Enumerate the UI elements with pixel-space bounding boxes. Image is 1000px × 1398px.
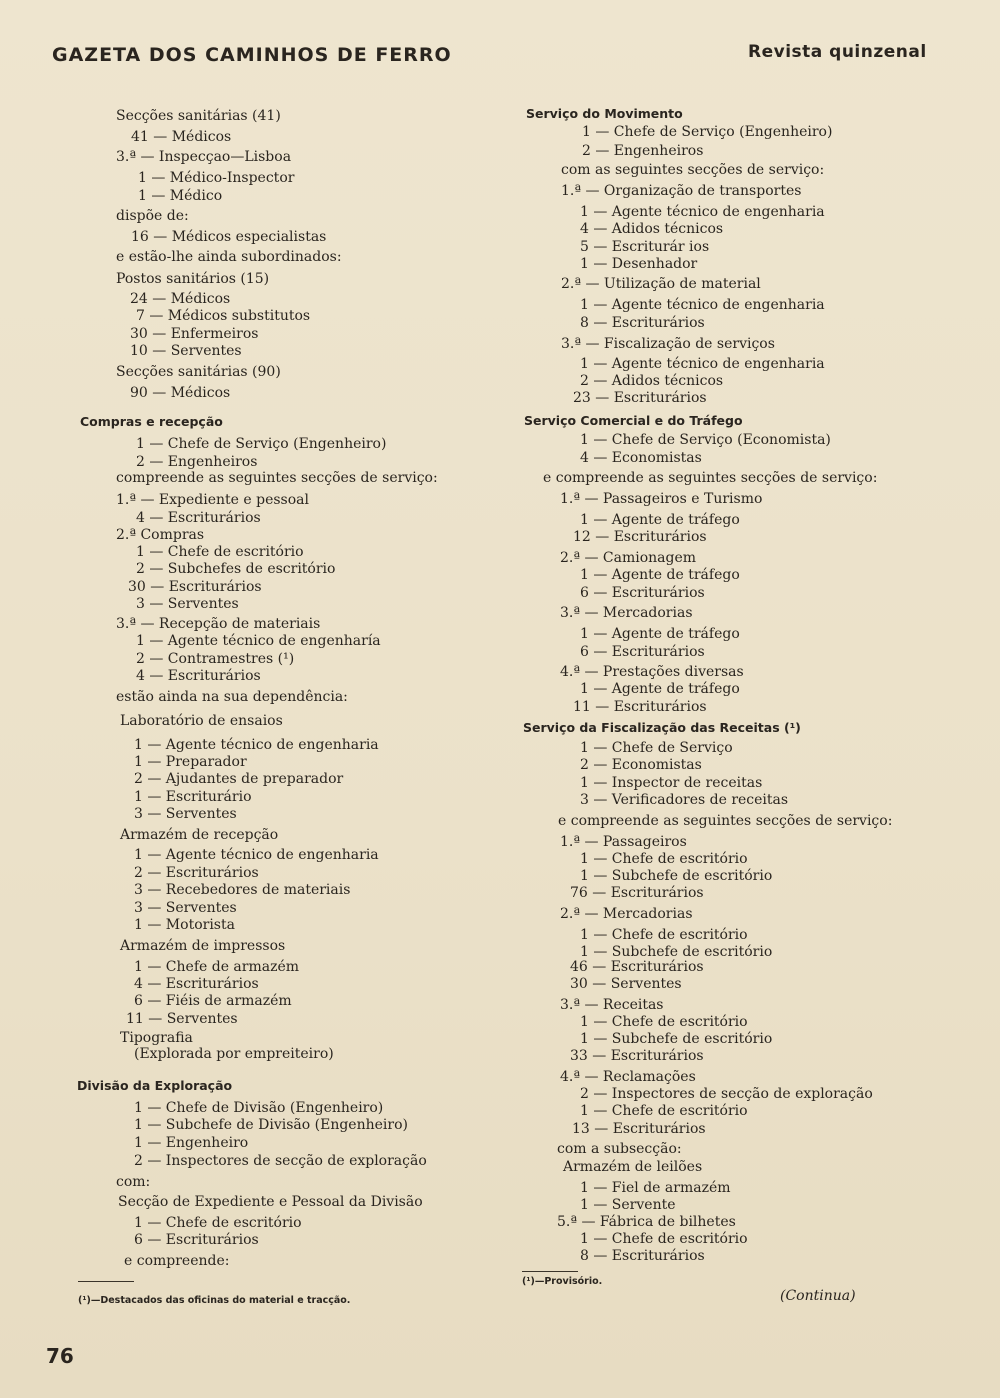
- right-list-line: 4 — Economistas: [580, 450, 702, 466]
- left-list-line: 6 — Escriturários: [134, 1232, 259, 1248]
- right-list-line: 1 — Chefe de escritório: [580, 851, 748, 867]
- right-list-line: 2.ª — Camionagem: [560, 550, 697, 566]
- left-list-line: 7 — Médicos substitutos: [136, 308, 311, 324]
- footnote-rule-right: [522, 1271, 578, 1272]
- right-list-line: 76 — Escriturários: [570, 885, 704, 901]
- right-list-line: 3.ª — Mercadorias: [560, 605, 693, 621]
- right-list-line: 1 — Fiel de armazém: [580, 1180, 731, 1196]
- footnote-rule-left: [78, 1281, 134, 1282]
- right-list-line: 5 — Escriturár ios: [580, 239, 710, 255]
- right-list-line: 4.ª — Prestações diversas: [560, 664, 744, 680]
- left-list-line: 1 — Agente técnico de engenharía: [136, 633, 381, 649]
- right-list-line: 6 — Escriturários: [580, 585, 705, 601]
- left-section-heading: Compras e recepção: [80, 414, 223, 429]
- right-list-line: 46 — Escriturários: [570, 959, 704, 975]
- left-list-line: 1 — Escriturário: [134, 789, 252, 805]
- left-list-line: Tipografia: [120, 1030, 193, 1046]
- left-list-line: 2.ª Compras: [116, 527, 205, 543]
- left-list-line: Secções sanitárias (41): [116, 108, 281, 124]
- left-list-line: 90 — Médicos: [130, 385, 231, 401]
- left-section-heading: Divisão da Exploração: [77, 1078, 233, 1093]
- left-list-line: 1 — Preparador: [134, 754, 247, 770]
- left-list-line: 1 — Chefe de armazém: [134, 959, 300, 975]
- left-list-line: 4 — Escriturários: [134, 976, 259, 992]
- right-list-line: 33 — Escriturários: [570, 1048, 704, 1064]
- left-list-line: compreende as seguintes secções de serviço:: [116, 470, 438, 486]
- footnote-right: (¹)—Provisório.: [522, 1276, 603, 1287]
- right-list-line: 11 — Escriturários: [573, 699, 707, 715]
- right-list-line: 1 — Servente: [580, 1197, 676, 1213]
- right-list-line: com as seguintes secções de serviço:: [561, 162, 825, 178]
- continua-note: (Continua): [780, 1288, 856, 1304]
- right-list-line: 3.ª — Fiscalização de serviços: [561, 336, 775, 352]
- left-list-line: 3 — Serventes: [134, 900, 237, 916]
- right-list-line: 1 — Subchefe de escritório: [580, 944, 773, 960]
- left-list-line: 2 — Inspectores de secção de exploração: [134, 1153, 427, 1169]
- left-list-line: 1 — Agente técnico de engenharia: [134, 737, 379, 753]
- left-list-line: 3.ª — Inspecçao—Lisboa: [116, 149, 292, 165]
- right-list-line: 1.ª — Passageiros: [560, 834, 687, 850]
- left-list-line: 1 — Subchefe de Divisão (Engenheiro): [134, 1117, 408, 1133]
- right-list-line: 1 — Agente de tráfego: [580, 567, 740, 583]
- right-list-line: 1 — Agente técnico de engenharia: [580, 356, 825, 372]
- right-list-line: 3 — Verificadores de receitas: [580, 792, 789, 808]
- right-list-line: 1 — Chefe de Serviço: [580, 740, 733, 756]
- left-list-line: 2 — Ajudantes de preparador: [134, 771, 344, 787]
- left-list-line: 3.ª — Recepção de materiais: [116, 616, 321, 632]
- left-list-line: (Explorada por empreiteiro): [134, 1046, 334, 1062]
- right-list-line: 1 — Chefe de escritório: [580, 1103, 748, 1119]
- right-list-line: e compreende as seguintes secções de serviço:: [543, 470, 878, 486]
- left-list-line: 2 — Escriturários: [134, 865, 259, 881]
- right-list-line: 1 — Agente técnico de engenharia: [580, 297, 825, 313]
- page-number: 76: [46, 1344, 74, 1368]
- left-list-line: 1 — Chefe de escritório: [136, 544, 304, 560]
- right-list-line: 8 — Escriturários: [580, 315, 705, 331]
- left-list-line: 2 — Subchefes de escritório: [136, 561, 336, 577]
- right-list-line: 1 — Subchefe de escritório: [580, 868, 773, 884]
- left-list-line: 3 — Serventes: [136, 596, 239, 612]
- left-list-line: com:: [116, 1174, 151, 1190]
- left-list-line: 30 — Enfermeiros: [130, 326, 259, 342]
- right-list-line: e compreende as seguintes secções de serviço:: [558, 813, 893, 829]
- right-list-line: 8 — Escriturários: [580, 1248, 705, 1264]
- left-list-line: 2 — Engenheiros: [136, 454, 258, 470]
- right-list-line: 1.ª — Passageiros e Turismo: [560, 491, 763, 507]
- right-list-line: 1 — Subchefe de escritório: [580, 1031, 773, 1047]
- right-list-line: 6 — Escriturários: [580, 644, 705, 660]
- right-section-heading: Serviço do Movimento: [526, 106, 683, 121]
- right-list-line: 1 — Agente técnico de engenharia: [580, 204, 825, 220]
- footnote-left: (¹)—Destacados das oficinas do material e tracção.: [78, 1295, 351, 1306]
- left-list-line: 24 — Médicos: [130, 291, 231, 307]
- left-list-line: 1 — Engenheiro: [134, 1135, 249, 1151]
- right-list-line: 1 — Chefe de escritório: [580, 1231, 748, 1247]
- left-list-line: estão ainda na sua dependência:: [116, 689, 348, 705]
- left-list-line: 1 — Chefe de escritório: [134, 1215, 302, 1231]
- right-list-line: 3.ª — Receitas: [560, 997, 664, 1013]
- left-list-line: 1 — Motorista: [134, 917, 235, 933]
- right-list-line: 4 — Adidos técnicos: [580, 221, 724, 237]
- right-list-line: 30 — Serventes: [570, 976, 682, 992]
- right-list-line: 2 — Economistas: [580, 757, 702, 773]
- right-section-heading: Serviço Comercial e do Tráfego: [524, 413, 743, 428]
- left-list-line: 3 — Recebedores de materiais: [134, 882, 351, 898]
- left-list-line: 41 — Médicos: [131, 129, 232, 145]
- left-list-line: 1 — Médico-Inspector: [138, 170, 295, 186]
- right-list-line: 2 — Adidos técnicos: [580, 373, 724, 389]
- left-list-line: 1 — Chefe de Divisão (Engenheiro): [134, 1100, 384, 1116]
- right-list-line: 1 — Chefe de Serviço (Economista): [580, 432, 831, 448]
- left-list-line: 1.ª — Expediente e pessoal: [116, 492, 309, 508]
- right-section-heading: Serviço da Fiscalização das Receitas (¹): [523, 720, 801, 735]
- right-list-line: 23 — Escriturários: [573, 390, 707, 406]
- right-list-line: 1 — Agente de tráfego: [580, 626, 740, 642]
- right-list-line: 2.ª — Utilização de material: [561, 276, 761, 292]
- left-list-line: 4 — Escriturários: [136, 668, 261, 684]
- left-list-line: 1 — Agente técnico de engenharia: [134, 847, 379, 863]
- left-list-line: 30 — Escriturários: [128, 579, 262, 595]
- left-list-line: 1 — Chefe de Serviço (Engenheiro): [136, 436, 387, 452]
- right-list-line: 13 — Escriturários: [572, 1121, 706, 1137]
- left-list-line: e compreende:: [124, 1253, 230, 1269]
- left-list-line: 10 — Serventes: [130, 343, 242, 359]
- left-list-line: 16 — Médicos especialistas: [131, 229, 327, 245]
- right-list-line: 1.ª — Organização de transportes: [561, 183, 802, 199]
- right-list-line: 1 — Chefe de escritório: [580, 1014, 748, 1030]
- right-list-line: 1 — Desenhador: [580, 256, 698, 272]
- right-list-line: 2.ª — Mercadorias: [560, 906, 693, 922]
- left-list-line: 1 — Médico: [138, 188, 223, 204]
- left-list-line: Secções sanitárias (90): [116, 364, 281, 380]
- right-list-line: 1 — Chefe de escritório: [580, 927, 748, 943]
- right-list-line: 1 — Agente de tráfego: [580, 681, 740, 697]
- left-list-line: e estão-lhe ainda subordinados:: [116, 249, 342, 265]
- left-list-line: 2 — Contramestres (¹): [136, 651, 295, 667]
- right-list-line: 4.ª — Reclamações: [560, 1069, 696, 1085]
- magazine-subtitle: Revista quinzenal: [748, 42, 927, 62]
- right-list-line: 2 — Inspectores de secção de exploração: [580, 1086, 873, 1102]
- right-list-line: com a subsecção:: [557, 1141, 682, 1157]
- right-list-line: 12 — Escriturários: [573, 529, 707, 545]
- right-list-line: 1 — Agente de tráfego: [580, 512, 740, 528]
- right-list-line: 5.ª — Fábrica de bilhetes: [557, 1214, 736, 1230]
- left-list-line: 4 — Escriturários: [136, 510, 261, 526]
- left-list-line: Armazém de impressos: [120, 938, 286, 954]
- right-list-line: 2 — Engenheiros: [582, 143, 704, 159]
- left-list-line: 6 — Fiéis de armazém: [134, 993, 292, 1009]
- right-list-line: 1 — Chefe de Serviço (Engenheiro): [582, 124, 833, 140]
- magazine-title: GAZETA DOS CAMINHOS DE FERRO: [52, 44, 452, 66]
- left-list-line: Laboratório de ensaios: [120, 713, 283, 729]
- left-list-line: dispõe de:: [116, 208, 189, 224]
- left-list-line: 11 — Serventes: [126, 1011, 238, 1027]
- right-list-line: 1 — Inspector de receitas: [580, 775, 763, 791]
- left-list-line: Secção de Expediente e Pessoal da Divisão: [118, 1194, 423, 1210]
- left-list-line: Armazém de recepção: [120, 827, 279, 843]
- right-list-line: Armazém de leilões: [563, 1159, 703, 1175]
- left-list-line: Postos sanitários (15): [116, 271, 270, 287]
- left-list-line: 3 — Serventes: [134, 806, 237, 822]
